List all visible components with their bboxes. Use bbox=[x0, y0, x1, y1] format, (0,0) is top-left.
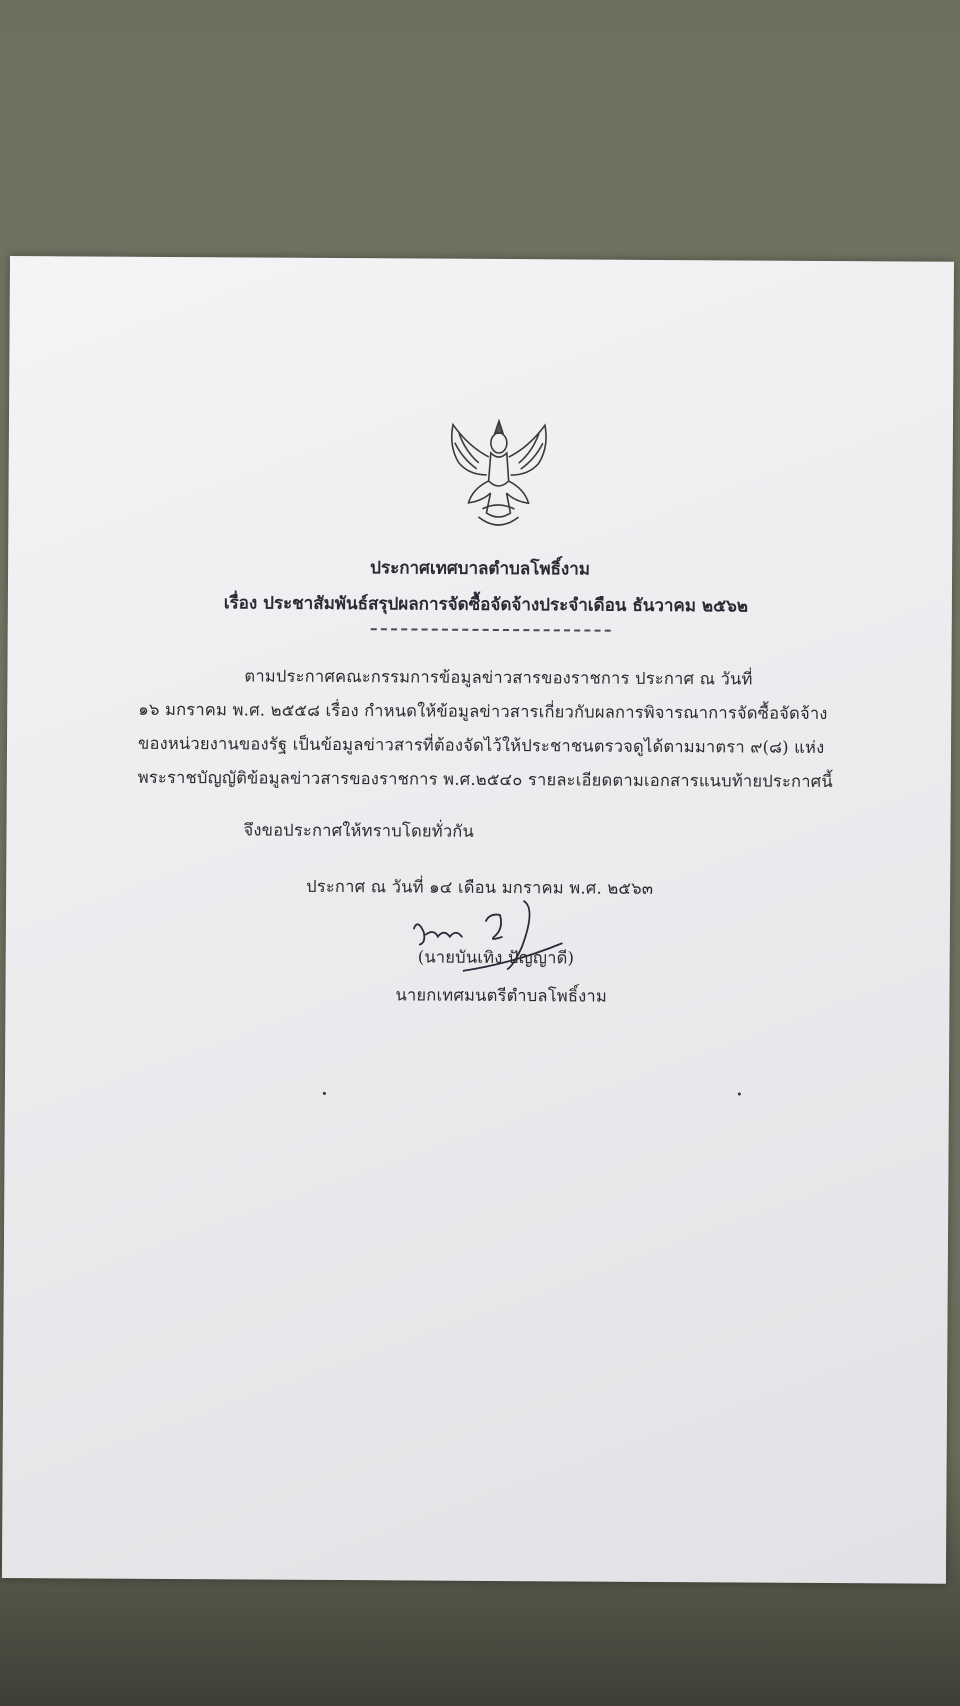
paragraph-line-3: ของหน่วยงานของรัฐ เป็นข้อมูลข่าวสารที่ต้องจัดไว้ให้ประชาชนตรวจดูได้ตามมาตรา ๙(๘) แห่ง bbox=[137, 733, 825, 757]
paragraph-line-4: พระราชบัญญัติข้อมูลข่าวสารของราชการ พ.ศ.๒๕๔๐ รายละเอียดตามเอกสารแนบท้ายประกาศนี้ bbox=[137, 767, 833, 792]
paper-speck bbox=[323, 1092, 326, 1095]
announcement-date: ประกาศ ณ วันที่ ๑๔ เดือน มกราคม พ.ศ. ๒๕๖๓ bbox=[306, 876, 654, 898]
document-page bbox=[2, 256, 954, 1584]
signer-title: นายกเทศมนตรีตำบลโพธิ์งาม bbox=[395, 985, 608, 1006]
garuda-emblem-icon bbox=[438, 417, 559, 536]
paragraph-line-1: ตามประกาศคณะกรรมการข้อมูลข่าวสารของราชการ ประกาศ ณ วันที่ bbox=[244, 666, 753, 689]
paragraph-line-2: ๑๖ มกราคม พ.ศ. ๒๕๕๘ เรื่อง กำหนดให้ข้อมูลข่าวสารเกี่ยวกับผลการพิจารณาการจัดซื้อจัดจ้าง bbox=[138, 699, 828, 724]
paper-speck bbox=[738, 1092, 741, 1095]
title-divider bbox=[371, 628, 611, 631]
document-subject: เรื่อง ประชาสัมพันธ์สรุปผลการจัดซื้อจัดจ้างประจำเดือน ธันวาคม ๒๕๖๒ bbox=[223, 593, 749, 617]
signer-name: (นายบันเทิง ปัญญาดี) bbox=[417, 947, 575, 968]
document-title: ประกาศเทศบาลตำบลโพธิ์งาม bbox=[370, 558, 591, 580]
closing-statement: จึงขอประกาศให้ทราบโดยทั่วกัน bbox=[243, 820, 475, 841]
